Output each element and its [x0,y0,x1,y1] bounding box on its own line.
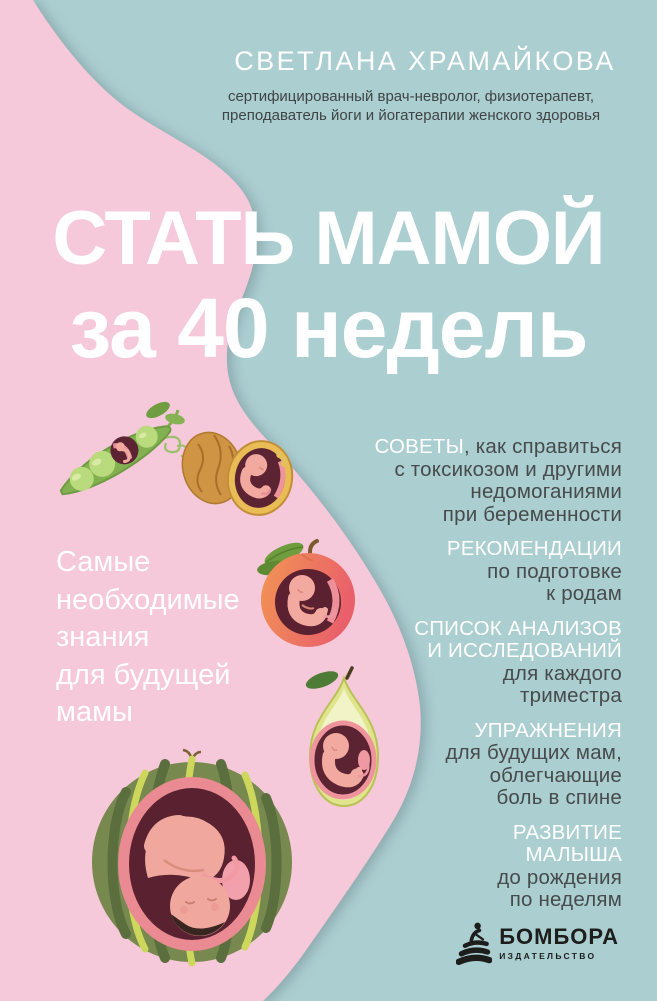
benefit-head: РАЗВИТИЕ [512,820,622,844]
walnut-with-embryo-icon [176,422,298,524]
credentials-line: преподаватель йоги и йогатерапии женского здоровья [221,107,601,124]
book-title-line-1: СТАТЬ МАМОЙ [52,196,605,281]
benefit-head: И ИССЛЕДОВАНИЙ [427,639,622,662]
tagline-line: Самые [56,546,151,578]
bombora-surfer-icon [456,920,492,966]
author-name: СВЕТЛАНА ХРАМАЙКОВА [234,46,616,76]
benefit-body-line: с токсикозом и другими [394,457,622,481]
benefit-head: МАЛЫША [525,843,622,866]
benefit-body-line: при беременности [442,502,622,526]
tagline [56,544,240,732]
benefit-body-line: до рождения [497,865,622,889]
publisher-logo [456,920,619,966]
publisher-name: БОМБОРА [499,923,619,949]
benefit-body-line: для будущих мам, [445,741,622,764]
benefit-item [302,436,622,526]
tagline-line: для будущей [56,658,231,691]
benefit-head: РЕКОМЕНДАЦИИ [446,537,622,560]
tagline-line: мамы [56,696,133,728]
book-title-line-2: за 40 недель [69,281,588,375]
pea-pod-with-embryo-icon [46,396,188,508]
book-title [0,196,657,375]
benefit-head-tail: , как справиться [464,435,622,458]
tagline-line: знания [56,621,150,653]
credentials-line: сертифицированный врач-невролог, физиотерапевт, [227,88,595,105]
tagline-line: необходимые [56,583,240,616]
benefit-head: СПИСОК АНАЛИЗОВ [414,616,622,640]
benefit-body-line: для каждого [502,661,622,685]
benefit-head: СОВЕТЫ [374,435,464,458]
benefit-body-line: недомоганиями [470,480,622,503]
benefit-body-line: триместра [520,684,622,707]
publisher-logo-text [499,923,619,961]
author-credentials [175,87,647,125]
benefit-head: УПРАЖНЕНИЯ [474,718,622,742]
benefit-body-line: к родам [546,582,622,605]
benefit-body-line: боль в спине [496,786,622,809]
benefit-body-line: по неделям [509,888,622,911]
peach-with-fetus-icon [242,530,368,654]
benefit-item [302,822,622,912]
avocado-with-fetus-icon [284,664,402,816]
publisher-subtitle: ИЗДАТЕЛЬСТВО [499,950,597,961]
benefit-body-line: облегчающие [489,763,622,787]
benefit-body-line: по подготовке [487,559,622,583]
watermelon-with-baby-icon [88,748,296,970]
